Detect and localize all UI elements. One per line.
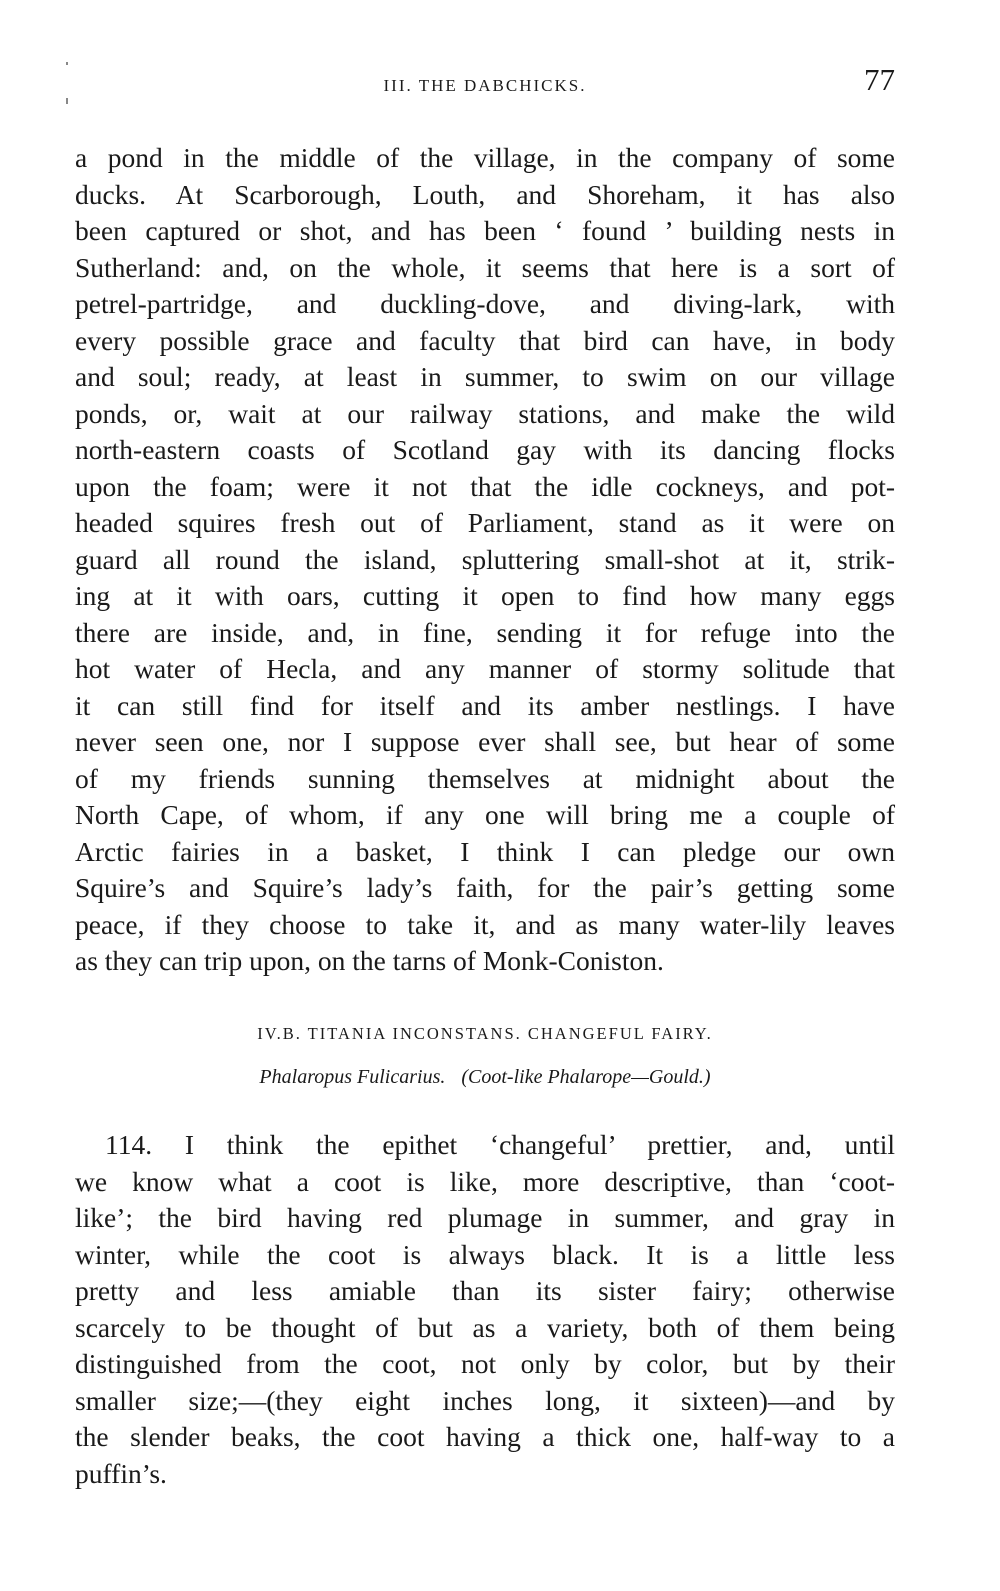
text-line: of my friends sunning themselves at midnight about the (75, 762, 895, 794)
text-line: scarcely to be thought of but as a variety, both of them being (75, 1311, 895, 1343)
text-line: we know what a coot is like, more descriptive, than ‘coot- (75, 1165, 895, 1197)
text-line: pretty and less amiable than its sister fairy; otherwise (75, 1275, 895, 1306)
text-line: never seen one, nor I suppose ever shall see, but hear of some (75, 726, 895, 757)
paragraph-continuation (75, 140, 895, 980)
text-line: guard all round the island, spluttering small-shot at it, strik- (75, 543, 895, 575)
text-line: Sutherland: and, on the whole, it seems that here is a sort of (75, 251, 895, 283)
section-heading: IV.B. TITANIA INCONSTANS. CHANGEFUL FAIRY. (257, 1024, 713, 1043)
text-line: ponds, or, wait at our railway stations, and make the wild (75, 397, 895, 429)
text-line: North Cape, of whom, if any one will bring me a couple of (75, 799, 895, 830)
text-line: peace, if they choose to take it, and as many water-lily leaves (75, 908, 895, 940)
running-title: III. THE DABCHICKS. (383, 76, 587, 95)
text-line: every possible grace and faculty that bird can have, in body (75, 324, 895, 356)
text-line: Arctic fairies in a basket, I think I can pledge our own (75, 835, 895, 867)
text-line: 114. I think the epithet ‘changeful’ prettier, and, until (105, 1129, 895, 1160)
text-line: headed squires fresh out of Parliament, stand as it were on (75, 507, 895, 538)
running-head (75, 62, 895, 102)
text-line: upon the foam; were it not that the idle cockneys, and pot- (75, 470, 895, 502)
paragraph-114 (75, 1127, 895, 1492)
text-line: winter, while the coot is always black. It is a little less (75, 1238, 895, 1270)
text-line: north-eastern coasts of Scotland gay with its dancing flocks (75, 434, 895, 465)
text-line: it can still find for itself and its amber nestlings. I have (75, 689, 895, 721)
text-line: hot water of Hecla, and any manner of stormy solitude that (75, 653, 895, 684)
common-name: (Coot-like Phalarope—Gould.) (461, 1066, 711, 1088)
text-line: puffin’s. (75, 1457, 167, 1489)
text-line: the slender beaks, the coot having a thick one, half-way to a (75, 1421, 895, 1452)
text-line: petrel-partridge, and duckling-dove, and diving-lark, with (75, 288, 895, 319)
text-line: there are inside, and, in fine, sending it for refuge into the (75, 616, 895, 648)
print-speck (66, 62, 68, 65)
text-line: smaller size;—(they eight inches long, it sixteen)—and by (75, 1384, 895, 1416)
latin-name: Phalaropus Fulicarius. (259, 1066, 446, 1088)
page-number: 77 (864, 62, 895, 97)
text-line: as they can trip upon, on the tarns of Monk-Coniston. (75, 945, 664, 976)
text-line: ducks. At Scarborough, Louth, and Shoreham, it has also (75, 178, 895, 210)
text-line: like’; the bird having red plumage in summer, and gray in (75, 1202, 895, 1233)
text-line: been captured or shot, and has been ‘ found ’ building nests in (75, 215, 895, 246)
species-subheading (75, 1066, 895, 1089)
text-line: Squire’s and Squire’s lady’s faith, for the pair’s getting some (75, 872, 895, 903)
text-line: a pond in the middle of the village, in the company of some (75, 142, 895, 173)
text-line: ing at it with oars, cutting it open to find how many eggs (75, 580, 895, 611)
text-line: and soul; ready, at least in summer, to swim on our village (75, 361, 895, 392)
print-speck (66, 98, 68, 104)
text-line: distinguished from the coot, not only by color, but by their (75, 1348, 895, 1379)
